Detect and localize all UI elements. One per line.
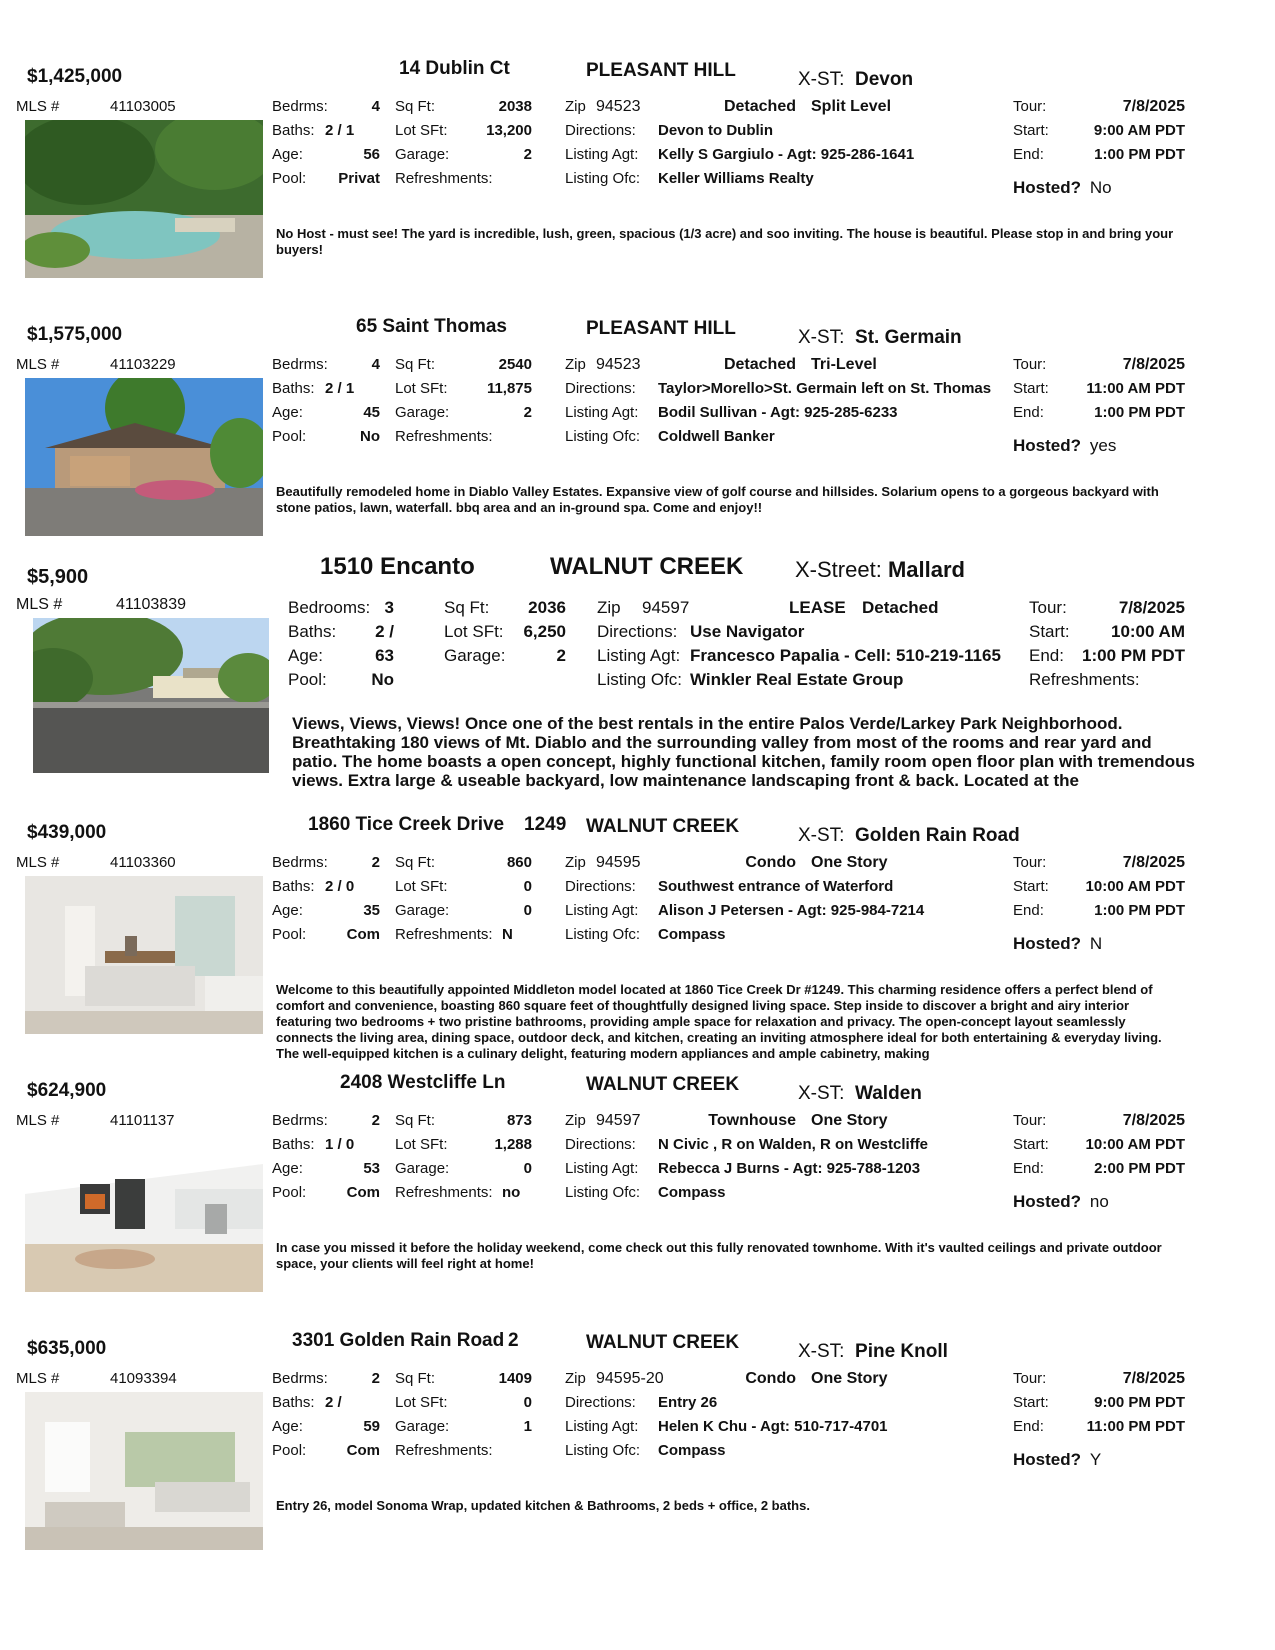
zip-label: Zip: [565, 1370, 586, 1387]
hosted: [1013, 934, 1102, 954]
end-time: 2:00 PM PDT: [1094, 1160, 1185, 1177]
end-time: 1:00 PM PDT: [1094, 902, 1185, 919]
price: $1,425,000: [27, 66, 123, 87]
baths-value: 2 / 1: [325, 380, 355, 397]
baths-value: 1 / 0: [325, 1136, 355, 1153]
property-type: Detached: [723, 98, 796, 115]
agent-value: Bodil Sullivan - Agt: 925-285-6233: [658, 404, 898, 421]
start-time: 10:00 AM PDT: [1085, 878, 1185, 895]
tour-label: Tour:: [1029, 598, 1067, 617]
price: $1,575,000: [27, 324, 123, 345]
agent-label: Listing Agt:: [565, 404, 639, 421]
unit-number: 2: [508, 1330, 519, 1351]
tour-date: 7/8/2025: [1122, 1112, 1185, 1129]
start-time: 9:00 PM PDT: [1094, 1394, 1185, 1411]
zip-value: 94523: [596, 98, 641, 115]
listing-card: [0, 1072, 1275, 1338]
remarks: Entry 26, model Sonoma Wrap, updated kitchen & Bathrooms, 2 beds + office, 2 baths.: [276, 1498, 810, 1513]
age-label: Age:: [272, 146, 303, 163]
garage-value: 0: [523, 902, 532, 919]
lot-value: 13,200: [486, 122, 532, 139]
end-time: 1:00 PM PDT: [1094, 404, 1185, 421]
address: 14 Dublin Ct: [399, 58, 510, 79]
end-time: 1:00 PM PDT: [1082, 646, 1185, 665]
cross-street-value: Golden Rain Road: [855, 825, 1020, 846]
tour-date: 7/8/2025: [1122, 1370, 1185, 1387]
office-value: Keller Williams Realty: [658, 170, 814, 187]
tour-date: 7/8/2025: [1122, 356, 1185, 373]
hosted: [1013, 436, 1116, 456]
end-time: 1:00 PM PDT: [1094, 146, 1185, 163]
garage-label: Garage:: [395, 404, 450, 421]
unit-number: 1249: [524, 814, 567, 835]
agent-value: Alison J Petersen - Agt: 925-984-7214: [658, 902, 925, 919]
start-time: 9:00 AM PDT: [1093, 122, 1185, 139]
lot-label: Lot SFt:: [395, 380, 448, 397]
pool-value: No: [371, 670, 394, 689]
directions-label: Directions:: [565, 1136, 636, 1153]
zip-value: 94595-20: [596, 1370, 664, 1387]
office-value: Compass: [658, 1442, 726, 1459]
office-label: Listing Ofc:: [565, 1184, 641, 1201]
baths-value: 2 / 0: [325, 878, 355, 895]
bedrooms-label: Bedrms:: [272, 356, 328, 373]
city: WALNUT CREEK: [586, 1074, 740, 1095]
agent-value: Helen K Chu - Agt: 510-717-4701: [658, 1418, 888, 1435]
mls-label: MLS #: [16, 1370, 60, 1387]
property-type: Condo: [745, 854, 796, 871]
lot-value: 0: [523, 878, 532, 895]
bedrooms-value: 4: [371, 356, 380, 373]
remarks: Views, Views, Views! Once one of the best rentals in the entire Palos Verde/Larkey Park Neighborhood. Breathtaking 180 views of Mt. Diablo and the surrounding valley from most of the rooms and rear yard and patio. The home boasts a open concept, highly functional kitchen, family room open floor plan with tremendous views. Extra large & useable backyard, low maintenance landscaping front & back. Located at the: [292, 714, 1195, 790]
directions-label: Directions:: [565, 380, 636, 397]
bedrooms-label: Bedrms:: [272, 1112, 328, 1129]
garage-label: Garage:: [444, 646, 506, 665]
directions-value: Taylor>Morello>St. Germain left on St. Thomas: [658, 380, 992, 397]
start-time: 11:00 AM PDT: [1086, 380, 1185, 397]
zip-value: 94597: [642, 598, 690, 617]
age-label: Age:: [272, 1160, 303, 1177]
property-style: Tri-Level: [811, 356, 877, 373]
tour-date: 7/8/2025: [1122, 98, 1185, 115]
mls-number: 41093394: [110, 1370, 177, 1387]
start-label: Start:: [1013, 122, 1049, 139]
refreshments-label: Refreshments:: [395, 926, 493, 943]
agent-value: Kelly S Gargiulo - Agt: 925-286-1641: [658, 146, 915, 163]
lot-label: Lot SFt:: [395, 122, 448, 139]
zip-label: Zip: [565, 98, 586, 115]
house-exterior-photo: [25, 378, 263, 536]
property-style: Split Level: [811, 98, 892, 115]
mls-number: 41101137: [110, 1112, 175, 1129]
lot-label: Lot SFt:: [444, 622, 504, 641]
hosted-label: Hosted?: [1013, 1192, 1081, 1211]
start-time: 10:00 AM PDT: [1085, 1136, 1185, 1153]
hosted-label: Hosted?: [1013, 178, 1081, 197]
address: 2408 Westcliffe Ln: [340, 1072, 506, 1093]
cross-street-value: St. Germain: [855, 327, 962, 348]
office-label: Listing Ofc:: [565, 926, 641, 943]
cross-street: [798, 1341, 948, 1363]
garage-value: 2: [556, 646, 566, 665]
refreshments-label: Refreshments:: [395, 1442, 493, 1459]
baths-value: 2 /: [325, 1394, 342, 1411]
start-time: 10:00 AM: [1110, 622, 1185, 641]
bedrooms-label: Bedrms:: [272, 1370, 328, 1387]
age-value: 56: [363, 146, 380, 163]
office-label: Listing Ofc:: [565, 170, 641, 187]
baths-label: Baths:: [272, 878, 315, 895]
cross-street: [798, 69, 913, 91]
hosted-value: yes: [1089, 436, 1117, 455]
cross-street-label: X-ST:: [798, 825, 845, 846]
zip-label: Zip: [565, 356, 586, 373]
office-value: Compass: [658, 926, 726, 943]
property-type: Townhouse: [708, 1112, 796, 1129]
mls-number: 41103229: [110, 356, 176, 373]
tour-label: Tour:: [1013, 98, 1047, 115]
baths-value: 2 /: [375, 622, 394, 641]
directions-label: Directions:: [565, 878, 636, 895]
mls-label: MLS #: [16, 854, 60, 871]
lot-value: 11,875: [486, 380, 532, 397]
lot-value: 1,288: [494, 1136, 532, 1153]
start-label: Start:: [1013, 380, 1049, 397]
age-label: Age:: [272, 902, 303, 919]
pool-value: Com: [346, 1184, 380, 1201]
mls-label: MLS #: [16, 98, 60, 115]
cross-street: [795, 557, 965, 583]
agent-label: Listing Agt:: [565, 146, 639, 163]
garage-label: Garage:: [395, 1160, 450, 1177]
zip-label: Zip: [565, 1112, 586, 1129]
lot-label: Lot SFt:: [395, 1136, 448, 1153]
property-style: One Story: [811, 1112, 888, 1129]
mls-number: 41103839: [116, 596, 186, 613]
bedrooms-label: Bedrooms:: [288, 598, 371, 617]
directions-value: Southwest entrance of Waterford: [658, 878, 894, 895]
bedrooms-label: Bedrms:: [272, 98, 328, 115]
property-type: Detached: [723, 356, 796, 373]
pool-label: Pool:: [272, 170, 307, 187]
start-label: Start:: [1013, 1394, 1049, 1411]
age-label: Age:: [272, 404, 303, 421]
office-value: Compass: [658, 1184, 726, 1201]
bedrooms-value: 3: [384, 598, 394, 617]
garage-label: Garage:: [395, 146, 450, 163]
garage-label: Garage:: [395, 902, 450, 919]
cross-street-label: X-ST:: [798, 69, 845, 90]
sqft-value: 2036: [528, 598, 566, 617]
zip-value: 94523: [596, 356, 641, 373]
sqft-label: Sq Ft:: [395, 854, 436, 871]
start-label: Start:: [1013, 1136, 1049, 1153]
agent-label: Listing Agt:: [565, 1418, 639, 1435]
cross-street-value: Mallard: [887, 557, 965, 582]
price: $5,900: [27, 566, 89, 588]
refreshments-label: Refreshments:: [1029, 670, 1140, 689]
bedrooms-value: 2: [371, 1370, 380, 1387]
cross-street-label: X-Street:: [795, 557, 882, 582]
address: 1860 Tice Creek Drive: [308, 814, 505, 835]
cross-street-value: Pine Knoll: [855, 1341, 948, 1362]
hosted-value: No: [1089, 178, 1112, 197]
property-style: One Story: [811, 854, 888, 871]
city: WALNUT CREEK: [586, 816, 740, 837]
refreshments-value: N: [502, 926, 513, 943]
price: $624,900: [27, 1080, 107, 1101]
cross-street-label: X-ST:: [798, 327, 845, 348]
age-label: Age:: [288, 646, 323, 665]
bedrooms-value: 4: [371, 98, 380, 115]
lot-value: 0: [523, 1394, 532, 1411]
tour-label: Tour:: [1013, 1112, 1047, 1129]
bedrooms-value: 2: [371, 854, 380, 871]
street-view-photo: [33, 618, 269, 773]
directions-label: Directions:: [565, 1394, 636, 1411]
dining-room-photo: [25, 876, 263, 1034]
remarks: No Host - must see! The yard is incredible, lush, green, spacious (1/3 acre) and soo inviting. The house is beautiful. Please stop in and bring your buyers!: [276, 226, 1174, 257]
remarks: In case you missed it before the holiday weekend, come check out this fully renovated townhome. With it's vaulted ceilings and private outdoor space, your clients will feel right at home!: [276, 1240, 1162, 1271]
city: WALNUT CREEK: [550, 553, 744, 580]
price: $439,000: [27, 822, 107, 843]
sqft-value: 2540: [498, 356, 532, 373]
mls-label: MLS #: [16, 356, 60, 373]
hosted-value: no: [1089, 1192, 1109, 1211]
garage-value: 2: [523, 146, 532, 163]
mls-number: 41103360: [110, 854, 176, 871]
property-type: Detached: [862, 598, 939, 617]
lot-value: 6,250: [523, 622, 566, 641]
office-value: Coldwell Banker: [658, 428, 775, 445]
end-label: End:: [1013, 1160, 1044, 1177]
end-label: End:: [1013, 146, 1044, 163]
cross-street-label: X-ST:: [798, 1341, 845, 1362]
age-value: 53: [363, 1160, 380, 1177]
listing-card: [0, 58, 1275, 324]
agent-label: Listing Agt:: [565, 902, 639, 919]
property-type: Condo: [745, 1370, 796, 1387]
end-label: End:: [1013, 902, 1044, 919]
sqft-label: Sq Ft:: [395, 1370, 436, 1387]
tour-label: Tour:: [1013, 1370, 1047, 1387]
sqft-label: Sq Ft:: [395, 356, 436, 373]
pool-label: Pool:: [272, 1442, 307, 1459]
pool-value: Com: [346, 926, 380, 943]
zip-label: Zip: [565, 854, 586, 871]
cross-street-value: Walden: [855, 1083, 922, 1104]
mls-number: 41103005: [110, 98, 176, 115]
sqft-value: 873: [506, 1112, 532, 1129]
office-value: Winkler Real Estate Group: [690, 670, 904, 689]
lot-label: Lot SFt:: [395, 878, 448, 895]
sqft-value: 860: [506, 854, 532, 871]
sqft-label: Sq Ft:: [444, 598, 490, 617]
age-label: Age:: [272, 1418, 303, 1435]
refreshments-label: Refreshments:: [395, 1184, 493, 1201]
baths-label: Baths:: [272, 1136, 315, 1153]
agent-value: Francesco Papalia - Cell: 510-219-1165: [690, 646, 1001, 665]
cross-street: [798, 327, 962, 349]
lease-badge: LEASE: [789, 598, 846, 617]
remarks: Welcome to this beautifully appointed Middleton model located at 1860 Tice Creek Dr #1249. This charming residence offers a perfect blend of comfort and convenience, boasting 860 square feet of thoughtfully designed living space. Step inside to discover a bright and airy interior featuring two bedrooms + two pristine bathrooms, providing ample space for relaxation and privacy. The open-concept layout seamlessly connects the living area, dining space, outdoor deck, and kitchen, creating an inviting atmosphere ideal for both entertaining & everyday living. The well-equipped kitchen is a culinary delight, featuring modern appliances and ample cabinetry, making: [276, 982, 1162, 1061]
directions-value: Use Navigator: [690, 622, 805, 641]
start-label: Start:: [1013, 878, 1049, 895]
zip-value: 94597: [596, 1112, 641, 1129]
baths-value: 2 / 1: [325, 122, 355, 139]
garage-value: 2: [523, 404, 532, 421]
hosted: [1013, 1450, 1101, 1470]
sqft-label: Sq Ft:: [395, 1112, 436, 1129]
tour-date: 7/8/2025: [1118, 598, 1185, 617]
end-label: End:: [1013, 1418, 1044, 1435]
address: 3301 Golden Rain Road: [292, 1330, 505, 1351]
city: WALNUT CREEK: [586, 1332, 740, 1353]
refreshments-label: Refreshments:: [395, 428, 493, 445]
remarks: Beautifully remodeled home in Diablo Valley Estates. Expansive view of golf course and hillsides. Solarium opens to a gorgeous backyard with stone patios, lawn, waterfall. bbq area and an in-ground spa. Come and enjoy!!: [276, 484, 1159, 515]
listing-card-rental: [0, 553, 1275, 820]
agent-value: Rebecca J Burns - Agt: 925-788-1203: [658, 1160, 921, 1177]
bedrooms-label: Bedrms:: [272, 854, 328, 871]
refreshments-value: no: [502, 1184, 521, 1201]
tour-label: Tour:: [1013, 854, 1047, 871]
bright-living-room-photo: [25, 1392, 263, 1550]
agent-label: Listing Agt:: [565, 1160, 639, 1177]
price: $635,000: [27, 1338, 107, 1359]
pool-yard-photo: [25, 120, 263, 278]
end-label: End:: [1029, 646, 1064, 665]
city: PLEASANT HILL: [586, 60, 736, 81]
directions-value: Entry 26: [658, 1394, 718, 1411]
hosted: [1013, 178, 1112, 198]
hosted-value: N: [1089, 934, 1103, 953]
hosted-label: Hosted?: [1013, 1450, 1081, 1469]
pool-value: No: [360, 428, 380, 445]
bedrooms-value: 2: [371, 1112, 380, 1129]
baths-label: Baths:: [288, 622, 337, 641]
pool-value: Com: [346, 1442, 380, 1459]
listing-card: [0, 316, 1275, 582]
hosted-value: Y: [1089, 1450, 1102, 1469]
baths-label: Baths:: [272, 1394, 315, 1411]
pool-label: Pool:: [272, 1184, 307, 1201]
mls-label: MLS #: [16, 596, 63, 613]
tour-label: Tour:: [1013, 356, 1047, 373]
zip-label: Zip: [597, 598, 621, 617]
mls-label: MLS #: [16, 1112, 60, 1129]
start-label: Start:: [1029, 622, 1070, 641]
pool-label: Pool:: [288, 670, 327, 689]
end-label: End:: [1013, 404, 1044, 421]
pool-label: Pool:: [272, 428, 307, 445]
garage-value: 1: [523, 1418, 532, 1435]
office-label: Listing Ofc:: [565, 428, 641, 445]
living-kitchen-photo: [25, 1134, 263, 1292]
listing-card: [0, 814, 1275, 1080]
sqft-value: 1409: [498, 1370, 532, 1387]
end-time: 11:00 PM PDT: [1086, 1418, 1185, 1435]
sqft-value: 2038: [498, 98, 532, 115]
age-value: 63: [375, 646, 394, 665]
hosted-label: Hosted?: [1013, 934, 1081, 953]
lot-label: Lot SFt:: [395, 1394, 448, 1411]
zip-value: 94595: [596, 854, 641, 871]
listing-card: [0, 1330, 1275, 1596]
directions-value: N Civic , R on Walden, R on Westcliffe: [658, 1136, 929, 1153]
hosted-label: Hosted?: [1013, 436, 1081, 455]
cross-street: [798, 1083, 922, 1105]
address: 1510 Encanto: [320, 553, 475, 580]
garage-value: 0: [523, 1160, 532, 1177]
age-value: 59: [363, 1418, 380, 1435]
property-style: One Story: [811, 1370, 888, 1387]
refreshments-label: Refreshments:: [395, 170, 493, 187]
city: PLEASANT HILL: [586, 318, 736, 339]
cross-street-value: Devon: [855, 69, 914, 90]
sqft-label: Sq Ft:: [395, 98, 436, 115]
garage-label: Garage:: [395, 1418, 450, 1435]
address: 65 Saint Thomas: [356, 316, 507, 337]
baths-label: Baths:: [272, 122, 315, 139]
cross-street-label: X-ST:: [798, 1083, 845, 1104]
agent-label: Listing Agt:: [597, 646, 681, 665]
directions-label: Directions:: [565, 122, 636, 139]
baths-label: Baths:: [272, 380, 315, 397]
pool-value: Privat: [338, 170, 380, 187]
tour-date: 7/8/2025: [1122, 854, 1185, 871]
hosted: [1013, 1192, 1109, 1212]
age-value: 35: [363, 902, 380, 919]
office-label: Listing Ofc:: [565, 1442, 641, 1459]
cross-street: [798, 825, 1020, 847]
age-value: 45: [363, 404, 380, 421]
office-label: Listing Ofc:: [597, 670, 683, 689]
directions-value: Devon to Dublin: [658, 122, 773, 139]
directions-label: Directions:: [597, 622, 678, 641]
pool-label: Pool:: [272, 926, 307, 943]
